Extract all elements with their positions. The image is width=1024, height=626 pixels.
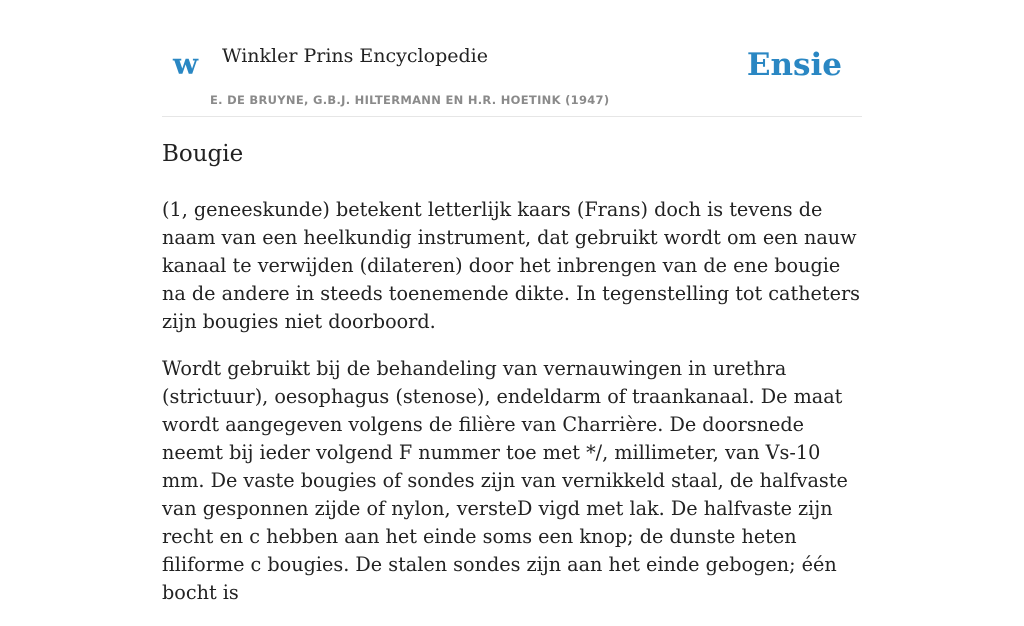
- article-paragraph: Wordt gebruikt bij de behandeling van vernauwingen in urethra (strictuur), oesophagus (stenose), endeldarm of traankanaal. De maat wordt aangegeven volgens de filière van Charrière. De doorsnede neemt bij ieder volgend F nummer toe met */, millimeter, van Vs-10 mm. De vaste bougies of sondes zijn van vernikkeld staal, de halfvaste van gesponnen zijde of nylon, versteD vigd met lak. De halfvaste zijn recht en c hebben aan het einde soms een knop; de dunste heten filiforme c bougies. De stalen sondes zijn aan het einde gebogen; één bocht is: [162, 357, 848, 604]
- article-paragraph: (1, geneeskunde) betekent letterlijk kaars (Frans) doch is tevens de naam van een heelkundig instrument, dat gebruikt wordt om een nauw kanaal te verwijden (dilateren) door het inbrengen van de ene bougie na de andere in steeds toenemende dikte. In tegenstelling tot catheters zijn bougies niet doorboord.: [162, 198, 860, 333]
- publication-title[interactable]: Winkler Prins Encyclopedie: [222, 45, 488, 67]
- site-header: [162, 0, 862, 117]
- article: [162, 136, 862, 626]
- ensie-brand-link[interactable]: Ensie: [746, 47, 842, 83]
- publication-authors: E. DE BRUYNE, G.B.J. HILTERMANN EN H.R. HOETINK (1947): [210, 93, 610, 107]
- article-title: Bougie: [162, 141, 244, 167]
- publication-logo[interactable]: w: [173, 47, 198, 81]
